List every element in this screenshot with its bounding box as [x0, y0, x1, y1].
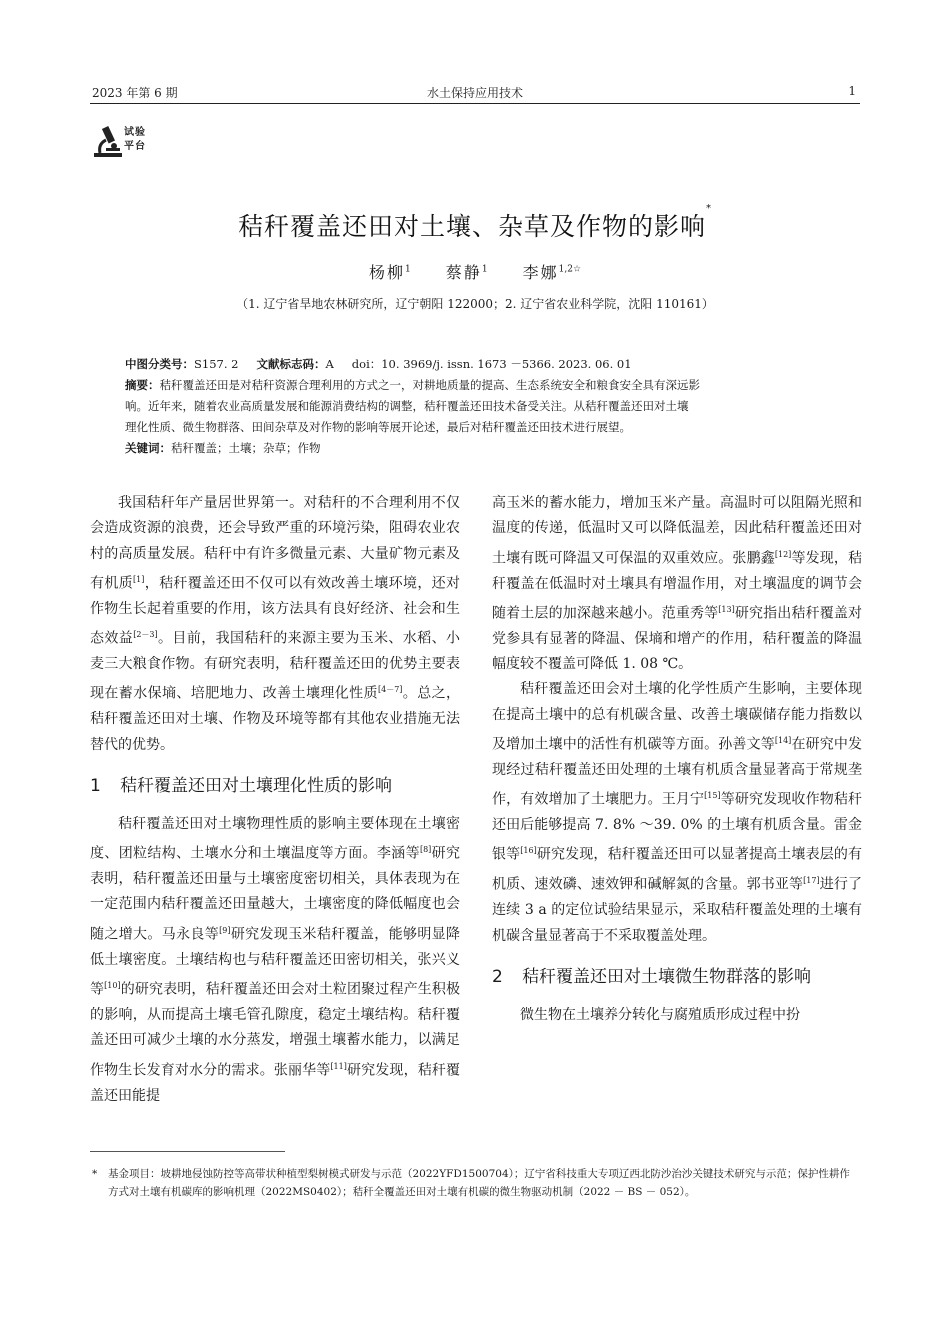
section-badge — [92, 122, 162, 162]
issue-label: 2023 年第 6 期 — [92, 86, 178, 100]
doi: doi：10. 3969/j. issn. 1673 －5366. 2023. 06. 01 — [351, 357, 632, 371]
classification-row: 中图分类号：S157. 2 文献标志码：A doi：10. 3969/j. issn. 1673 －5366. 2023. 06. 01 — [125, 357, 632, 371]
article-meta — [125, 354, 835, 459]
abstract-line: 摘要：秸秆覆盖还田是对秸秆资源合理利用的方式之一，对耕地质量的提高、生态系统安全和粮食安全具有深远影 — [125, 378, 700, 392]
author: 杨柳$^1$ — [368, 263, 411, 282]
title-text: 秸秆覆盖还田对土壤、杂草及作物的影响 — [237, 212, 706, 241]
keywords: 关键词：秸秆覆盖；土壤；杂草；作物 — [125, 441, 321, 455]
author: 李娜$^{1,2☆}$ — [522, 263, 582, 282]
paragraph: 我国秸秆年产量居世界第一。对秸秆的不合理利用不仅会造成资源的浪费，还会导致严重的环境污染，阻碍农业农村的高质量发展。秸秆中有许多微量元素、大量矿物元素及有机质[1]，秸秆覆盖还田不仅可以有效改善土壤环境，还对作物生长起着重要的作用，该方法具有良好经济、社会和生态效益[2－3]。目前，我国秸秆的来源主要为玉米、水稻、小麦三大粮食作物。有研究表明，秸秆覆盖还田的优势主要表现在蓄水保墒、培肥地力、改善土壤理化性质[4－7]。总之，秸秆覆盖还田对土壤、作物及环境等都有其他农业措施无法替代的优势。 — [90, 495, 461, 753]
author: 蔡静$^1$ — [445, 263, 488, 282]
section-heading-1: 1 秸秆覆盖还田对土壤理化性质的影响 — [90, 775, 392, 796]
header-rule — [90, 103, 860, 104]
abstract-line: 响。近年来，随着农业高质量发展和能源消费结构的调整，秸秆覆盖还田技术备受关注。从秸秆覆盖还田对土壤 — [125, 399, 689, 413]
section-heading-2: 2 秸秆覆盖还田对土壤微生物群落的影响 — [492, 966, 811, 987]
footnote-rule — [90, 1151, 285, 1152]
title-footnote-mark: * — [706, 203, 712, 214]
footnote-text: 基金项目：坡耕地侵蚀防控等高带状种植型梨树模式研发与示范（2022YFD1500704）；辽宁省科技重大专项辽西北防沙治沙关键技术研究与示范；保护性耕作方式对土壤有机碳库的影响机理（2022MS0402）；秸秆全覆盖还田对土壤有机碳的微生物驱动机制（2022 － BS － 052）。 — [108, 1168, 850, 1198]
paragraph: 微生物在土壤养分转化与腐殖质形成过程中扮 — [520, 1006, 800, 1023]
microscope-icon — [92, 122, 126, 158]
page-number: 1 — [848, 84, 856, 98]
paragraph: 高玉米的蓄水能力，增加玉米产量。高温时可以阻隔光照和温度的传递，低温时又可以降低温差，因此秸秆覆盖还田对土壤有既可降温又可保温的双重效应。张鹏鑫[12]等发现，秸秆覆盖在低温时对土壤具有增温作用，对土壤温度的调节会随着土层的加深越来越小。范重秀等[13]研究指出秸秆覆盖对党参具有显著的降温、保墒和增产的作用，秸秆覆盖的降温幅度较不覆盖可降低 1. 08 ℃。 — [492, 495, 863, 673]
badge-line-1: 试验 — [124, 127, 146, 138]
left-column — [90, 491, 460, 1109]
abstract-line: 理化性质、微生物群落、田间杂草及对作物的影响等展开论述，最后对秸秆覆盖还田技术进行展望。 — [125, 420, 631, 434]
journal-name: 水土保持应用技术 — [426, 86, 523, 100]
abstract-label: 摘要： — [125, 378, 160, 392]
author-list — [0, 260, 950, 283]
paragraph: 秸秆覆盖还田对土壤物理性质的影响主要体现在土壤密度、团粒结构、土壤水分和土壤温度等方面。李涵等[8]研究表明，秸秆覆盖还田量与土壤密度密切相关，具体表现为在一定范围内秸秆覆盖还田量越大，土壤密度的降低幅度也会随之增大。马永良等[9]研究发现玉米秸秆覆盖，能够明显降低土壤密度。土壤结构也与秸秆覆盖还田密切相关，张兴义等[10]的研究表明，秸秆覆盖还田会对土粒团聚过程产生积极的影响，从而提高土壤毛管孔隙度，稳定土壤结构。秸秆覆盖还田可减少土壤的水分蒸发，增强土壤蓄水能力，以满足作物生长发育对水分的需求。张丽华等[11]研究发现，秸秆覆盖还田能提 — [90, 815, 461, 1104]
paragraph: 秸秆覆盖还田会对土壤的化学性质产生影响，主要体现在提高土壤中的总有机碳含量、改善土壤碳储存能力指数以及增加土壤中的活性有机碳等方面。孙善文等[14]在研究中发现经过秸秆覆盖还田处理的土壤有机质含量显著高于常规垄作，有效增加了土壤肥力。王月宁[15]等研究发现收作物秸秆还田后能够提高 7. 8% ～39. 0% 的土壤有机质含量。雷金银等[16]研究发现，秸秆覆盖还田可以显著提高土壤表层的有机质、速效磷、速效钾和碱解氮的含量。郭书亚等[17]进行了连续 3 a 的定位试验结果显示，采取秸秆覆盖处理的土壤有机碳含量显著高于不采取覆盖处理。 — [492, 681, 863, 944]
right-column — [492, 491, 862, 1028]
affiliation: （1. 辽宁省旱地农林研究所，辽宁朝阳 122000；2. 辽宁省农业科学院，沈阳 110161） — [236, 297, 714, 311]
funding-footnote — [92, 1165, 858, 1201]
footnote-mark: * — [92, 1168, 98, 1180]
badge-line-2: 平台 — [124, 141, 146, 152]
article-title — [0, 203, 950, 243]
